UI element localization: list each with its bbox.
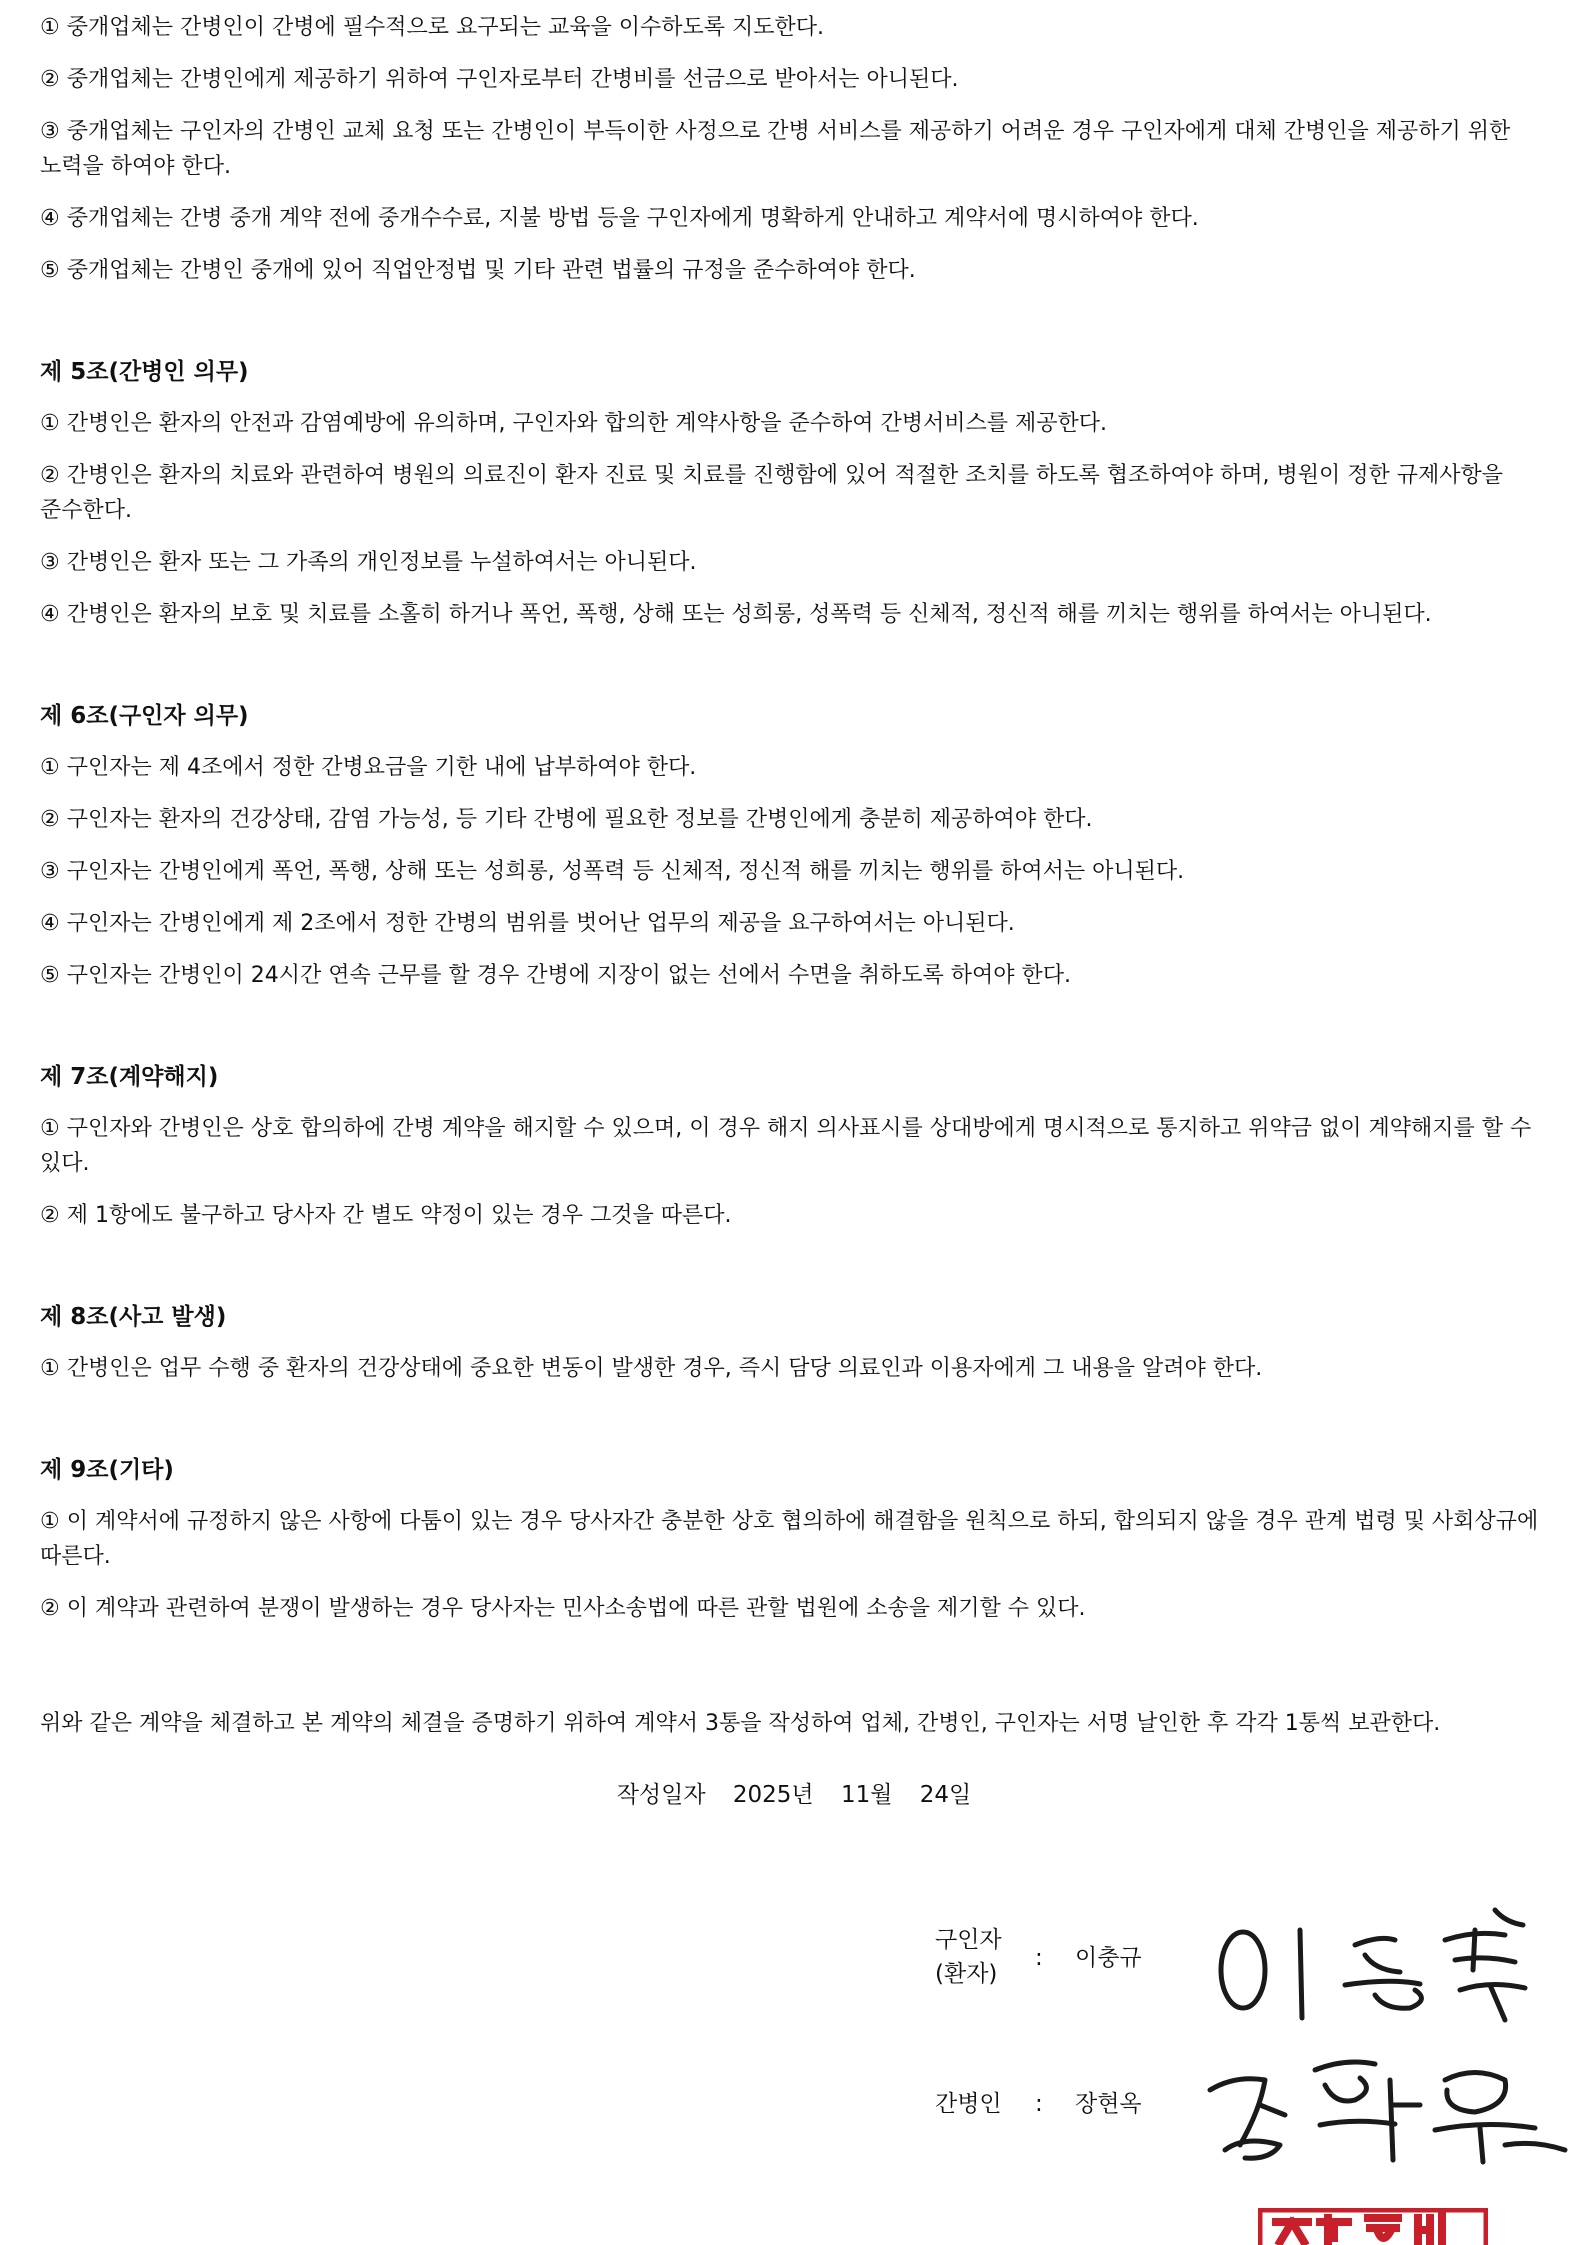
client-signature-image	[1205, 1900, 1565, 2040]
client-label-sub: (환자)	[935, 1961, 998, 1987]
article-5	[40, 355, 1550, 632]
clause-item: ④ 중개업체는 간병 중개 계약 전에 중개수수료, 지불 방법 등을 구인자에게 명확하게 안내하고 계약서에 명시하여야 한다.	[40, 206, 1199, 231]
clause-item: ⑤ 구인자는 간병인이 24시간 연속 근무를 할 경우 간병에 지장이 없는 선에서 수면을 취하도록 하여야 한다.	[40, 963, 1071, 988]
date-line	[0, 1778, 1588, 1813]
clause-item: ① 구인자는 제 4조에서 정한 간병요금을 기한 내에 납부하여야 한다.	[40, 755, 697, 780]
clause-item: ① 간병인은 업무 수행 중 환자의 건강상태에 중요한 변동이 발생한 경우, 즉시 담당 의료인과 이용자에게 그 내용을 알려야 한다.	[40, 1356, 1263, 1381]
clause-item: ① 이 계약서에 규정하지 않은 사항에 다툼이 있는 경우 당사자간 충분한 상호 협의하에 해결함을 원칙으로 하되, 합의되지 않을 경우 관계 법령 및 사회상규에 따른다.	[40, 1509, 1539, 1569]
date-day: 24일	[919, 1782, 972, 1808]
caregiver-name: 장현옥	[1075, 2091, 1142, 2117]
clause-item: ② 간병인은 환자의 치료와 관련하여 병원의 의료진이 환자 진료 및 치료를 진행함에 있어 적절한 조치를 하도록 협조하여야 하며, 병원이 정한 규제사항을 준수한다.	[40, 463, 1503, 523]
client-label: 구인자	[935, 1927, 1002, 1953]
closing-statement: 위와 같은 계약을 체결하고 본 계약의 체결을 증명하기 위하여 계약서 3통을 작성하여 업체, 간병인, 구인자는 서명 날인한 후 각각 1통씩 보관한다.	[40, 1711, 1441, 1736]
clause-item: ④ 구인자는 간병인에게 제 2조에서 정한 간병의 범위를 벗어난 업무의 제공을 요구하여서는 아니된다.	[40, 911, 1015, 936]
clause-item: ③ 간병인은 환자 또는 그 가족의 개인정보를 누설하여서는 아니된다.	[40, 550, 697, 575]
clause-item: ① 중개업체는 간병인이 간병에 필수적으로 요구되는 교육을 이수하도록 지도한다.	[40, 15, 824, 40]
article-title: 제 6조(구인자 의무)	[40, 703, 249, 729]
clause-item: ② 제 1항에도 불구하고 당사자 간 별도 약정이 있는 경우 그것을 따른다.	[40, 1203, 732, 1228]
company-seal-stamp	[1258, 2208, 1488, 2245]
article-6	[40, 699, 1550, 993]
clause-item: ② 이 계약과 관련하여 분쟁이 발생하는 경우 당사자는 민사소송법에 따른 관할 법원에 소송을 제기할 수 있다.	[40, 1596, 1086, 1621]
date-year: 2025년	[732, 1782, 814, 1808]
clause-item: ① 구인자와 간병인은 상호 합의하에 간병 계약을 해지할 수 있으며, 이 경우 해지 의사표시를 상대방에게 명시적으로 통지하고 위약금 없이 계약해지를 할 수 있다.	[40, 1116, 1532, 1176]
clause-item: ② 구인자는 환자의 건강상태, 감염 가능성, 등 기타 간병에 필요한 정보를 간병인에게 충분히 제공하여야 한다.	[40, 807, 1093, 832]
article-9	[40, 1453, 1550, 1626]
article-7	[40, 1060, 1550, 1233]
date-month: 11월	[840, 1782, 893, 1808]
caregiver-label: 간병인	[935, 2091, 1002, 2117]
caregiver-colon: :	[1035, 2091, 1043, 2117]
intro-clauses	[40, 10, 1550, 288]
article-title: 제 8조(사고 발생)	[40, 1304, 227, 1330]
clause-item: ③ 중개업체는 구인자의 간병인 교체 요청 또는 간병인이 부득이한 사정으로 간병 서비스를 제공하기 어려운 경우 구인자에게 대체 간병인을 제공하기 위한 노력을 하여야 한다.	[40, 119, 1511, 179]
clause-item: ② 중개업체는 간병인에게 제공하기 위하여 구인자로부터 간병비를 선금으로 받아서는 아니된다.	[40, 67, 959, 92]
clause-item: ① 간병인은 환자의 안전과 감염예방에 유의하며, 구인자와 합의한 계약사항을 준수하여 간병서비스를 제공한다.	[40, 411, 1107, 436]
contract-page	[40, 10, 1550, 1758]
clause-item: ⑤ 중개업체는 간병인 중개에 있어 직업안정법 및 기타 관련 법률의 규정을 준수하여야 한다.	[40, 258, 916, 283]
article-title: 제 5조(간병인 의무)	[40, 359, 249, 385]
client-colon: :	[1035, 1945, 1043, 1971]
article-8	[40, 1300, 1550, 1386]
caregiver-signature-image	[1205, 2050, 1575, 2170]
client-name: 이충규	[1075, 1945, 1142, 1971]
clause-item: ④ 간병인은 환자의 보호 및 치료를 소홀히 하거나 폭언, 폭행, 상해 또는 성희롱, 성폭력 등 신체적, 정신적 해를 끼치는 행위를 하여서는 아니된다.	[40, 602, 1432, 627]
article-title: 제 7조(계약해지)	[40, 1064, 219, 1090]
date-label: 작성일자	[616, 1782, 706, 1808]
clause-item: ③ 구인자는 간병인에게 폭언, 폭행, 상해 또는 성희롱, 성폭력 등 신체적, 정신적 해를 끼치는 행위를 하여서는 아니된다.	[40, 859, 1185, 884]
article-title: 제 9조(기타)	[40, 1457, 174, 1483]
